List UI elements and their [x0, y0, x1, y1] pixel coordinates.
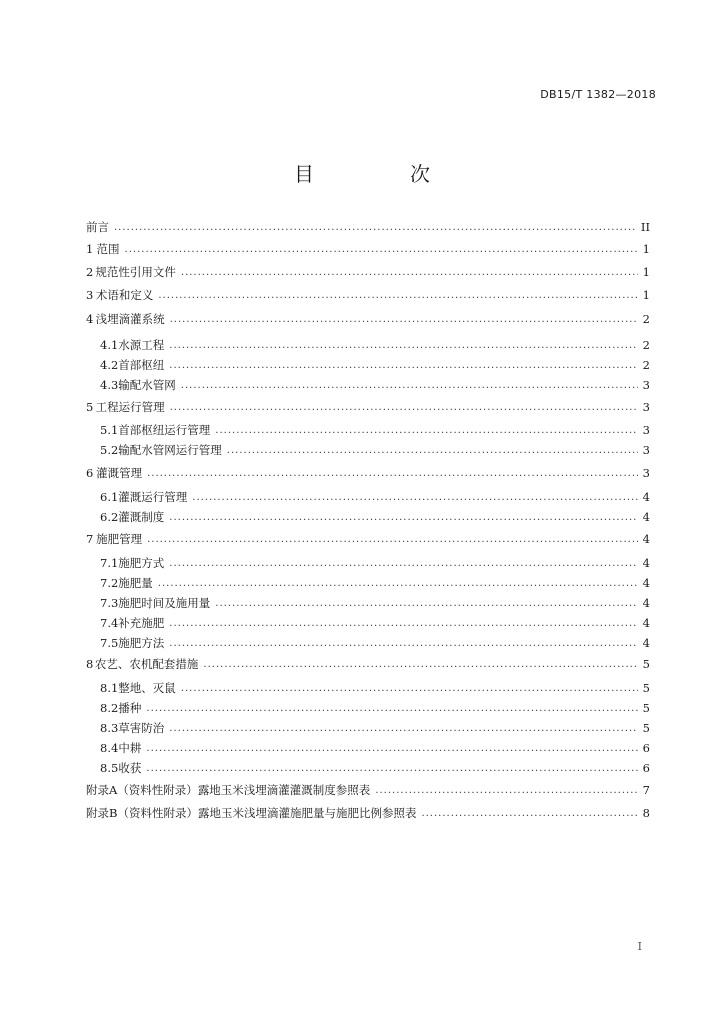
toc-leader-dots [169, 510, 638, 526]
toc-entry-page: 5 [642, 657, 650, 671]
toc-entry-number: 8.2 [100, 701, 119, 715]
toc-entry[interactable] [86, 656, 650, 672]
toc-entry-number: 5 [86, 400, 94, 414]
toc-entry-title: 水源工程 [118, 338, 165, 352]
toc-entry-number: 6.2 [100, 510, 119, 524]
toc-entry[interactable] [86, 531, 650, 547]
toc-entry-page: 3 [642, 466, 650, 480]
toc-entry-title: 范围 [96, 242, 120, 256]
toc-leader-dots [146, 741, 638, 757]
toc-entry-title: 首部枢纽运行管理 [118, 423, 211, 437]
toc-entry[interactable] [100, 509, 650, 525]
toc-entry[interactable] [100, 700, 650, 716]
toc-entry-page: 4 [642, 596, 650, 610]
toc-entry-number: 6.1 [100, 490, 119, 504]
toc-entry[interactable] [100, 575, 650, 591]
toc-entry-title: 整地、灭鼠 [118, 681, 176, 695]
toc-entry-number: 4 [86, 312, 94, 326]
toc-entry[interactable] [100, 635, 650, 651]
toc-entry-title: 露地玉米浅埋滴灌灌溉制度参照表 [197, 783, 371, 797]
toc-entry-number: 附录A（资料性附录） [86, 783, 198, 797]
toc-leader-dots [203, 657, 638, 673]
toc-entry-number: 7.1 [100, 556, 119, 570]
toc-leader-dots [170, 400, 638, 416]
toc-entry-title: 中耕 [118, 741, 142, 755]
toc-entry-title: 灌溉制度 [118, 510, 165, 524]
toc-entry-number: 4.2 [100, 358, 119, 372]
toc-leader-dots [421, 806, 638, 822]
toc-title: 目 次 [294, 162, 468, 186]
toc-leader-dots [147, 466, 638, 482]
toc-entry[interactable] [100, 680, 650, 696]
toc-entry-number: 3 [86, 288, 94, 302]
toc-leader-dots [169, 358, 638, 374]
toc-leader-dots [114, 220, 637, 236]
toc-entry[interactable] [86, 219, 650, 235]
toc-entry-title: 浅埋滴灌系统 [95, 312, 165, 326]
toc-entry-page: 5 [642, 701, 650, 715]
toc-entry-page: 4 [642, 576, 650, 590]
toc-leader-dots [215, 596, 638, 612]
document-code: DB15/T 1382—2018 [540, 88, 656, 101]
toc-entry-number: 8 [86, 657, 94, 671]
toc-entry-page: 2 [642, 338, 650, 352]
toc-entry-number: 7.3 [100, 596, 119, 610]
toc-entry-page: 4 [642, 490, 650, 504]
toc-leader-dots [192, 490, 638, 506]
toc-entry-title: 施肥方式 [118, 556, 165, 570]
toc-entry-page: 3 [642, 423, 650, 437]
toc-leader-dots [169, 338, 638, 354]
toc-leader-dots [181, 681, 638, 697]
toc-entry[interactable] [86, 264, 650, 280]
toc-entry-page: 1 [642, 288, 650, 302]
toc-entry-page: 3 [642, 400, 650, 414]
toc-entry[interactable] [100, 595, 650, 611]
toc-leader-dots [147, 532, 638, 548]
toc-entry-page: 4 [642, 636, 650, 650]
toc-leader-dots [169, 721, 638, 737]
toc-entry-page: 2 [642, 312, 650, 326]
toc-entry-page: 6 [642, 741, 650, 755]
toc-leader-dots [181, 265, 638, 281]
toc-entry-number: 1 [86, 242, 94, 256]
toc-leader-dots [169, 616, 638, 632]
toc-entry-page: 3 [642, 378, 650, 392]
toc-entry[interactable] [100, 422, 650, 438]
toc-entry-title: 首部枢纽 [118, 358, 165, 372]
toc-entry-number: 7.5 [100, 636, 119, 650]
toc-entry-number: 5.2 [100, 443, 119, 457]
toc-entry-number: 8.5 [100, 761, 119, 775]
toc-entry-title: 施肥方法 [118, 636, 165, 650]
toc-entry[interactable] [86, 311, 650, 327]
toc-entry[interactable] [100, 489, 650, 505]
toc-leader-dots [158, 288, 638, 304]
toc-leader-dots [375, 783, 638, 799]
toc-entry-title: 规范性引用文件 [95, 265, 176, 279]
toc-entry[interactable] [86, 782, 650, 798]
toc-entry[interactable] [100, 740, 650, 756]
toc-entry-page: 4 [642, 532, 650, 546]
toc-entry[interactable] [100, 555, 650, 571]
toc-entry-title: 前言 [86, 220, 109, 234]
toc-leader-dots [146, 701, 638, 717]
toc-entry-page: 4 [642, 510, 650, 524]
toc-entry-number: 7.4 [100, 616, 119, 630]
toc-entry-page: 5 [642, 721, 650, 735]
toc-entry-page: 6 [642, 761, 650, 775]
toc-entry-title: 农艺、农机配套措施 [94, 657, 199, 671]
toc-entry[interactable] [86, 399, 650, 415]
toc-entry-number: 4.1 [100, 338, 119, 352]
toc-entry-number: 附录B（资料性附录） [86, 806, 198, 820]
toc-leader-dots [146, 761, 638, 777]
toc-leader-dots [181, 378, 638, 394]
toc-leader-dots [170, 312, 638, 328]
page-number: I [637, 940, 642, 953]
toc-entry-page: 4 [642, 616, 650, 630]
toc-leader-dots [215, 423, 638, 439]
toc-entry-title: 施肥管理 [96, 532, 143, 546]
toc-entry-number: 6 [86, 466, 94, 480]
toc-entry-number: 8.3 [100, 721, 119, 735]
toc-entry[interactable] [100, 357, 650, 373]
toc-entry-page: 5 [642, 681, 650, 695]
toc-entry[interactable] [100, 442, 650, 458]
toc-entry-title: 工程运行管理 [95, 400, 165, 414]
toc-leader-dots [227, 443, 638, 459]
toc-leader-dots [169, 556, 638, 572]
toc-entry-page: 2 [642, 358, 650, 372]
toc-entry-number: 4.3 [100, 378, 119, 392]
toc-entry[interactable] [100, 760, 650, 776]
toc-entry-page: 4 [642, 556, 650, 570]
toc-entry[interactable] [86, 287, 650, 303]
toc-entry-page: 3 [642, 443, 650, 457]
toc-entry-page: 7 [642, 783, 650, 797]
toc-entry-page: II [640, 220, 650, 234]
toc-entry-title: 收获 [118, 761, 142, 775]
toc-entry-number: 2 [86, 265, 94, 279]
toc-entry-page: 1 [642, 265, 650, 279]
toc-entry-title: 露地玉米浅埋滴灌施肥量与施肥比例参照表 [197, 806, 417, 820]
toc-entry-number: 7 [86, 532, 94, 546]
toc-entry-title: 补充施肥 [118, 616, 165, 630]
toc-entry-title: 输配水管网 [118, 378, 176, 392]
toc-entry[interactable] [100, 615, 650, 631]
toc-entry[interactable] [86, 805, 650, 821]
toc-entry[interactable] [100, 720, 650, 736]
toc-entry-title: 播种 [118, 701, 142, 715]
toc-entry-page: 8 [642, 806, 650, 820]
toc-entry[interactable] [86, 465, 650, 481]
toc-entry[interactable] [100, 337, 650, 353]
toc-entry-page: 1 [642, 242, 650, 256]
toc-entry[interactable] [100, 377, 650, 393]
toc-entry-number: 8.1 [100, 681, 119, 695]
toc-leader-dots [125, 242, 638, 258]
toc-entry-title: 输配水管网运行管理 [118, 443, 222, 457]
toc-entry-number: 7.2 [100, 576, 119, 590]
toc-entry[interactable] [86, 241, 650, 257]
toc-entry-title: 施肥量 [118, 576, 153, 590]
toc-leader-dots [158, 576, 638, 592]
toc-entry-title: 术语和定义 [95, 288, 154, 302]
toc-entry-title: 草害防治 [118, 721, 165, 735]
toc-leader-dots [169, 636, 638, 652]
toc-entry-number: 8.4 [100, 741, 119, 755]
toc-entry-title: 灌溉管理 [96, 466, 143, 480]
toc-entry-title: 灌溉运行管理 [118, 490, 188, 504]
toc-entry-number: 5.1 [100, 423, 119, 437]
toc-entry-title: 施肥时间及施用量 [118, 596, 211, 610]
